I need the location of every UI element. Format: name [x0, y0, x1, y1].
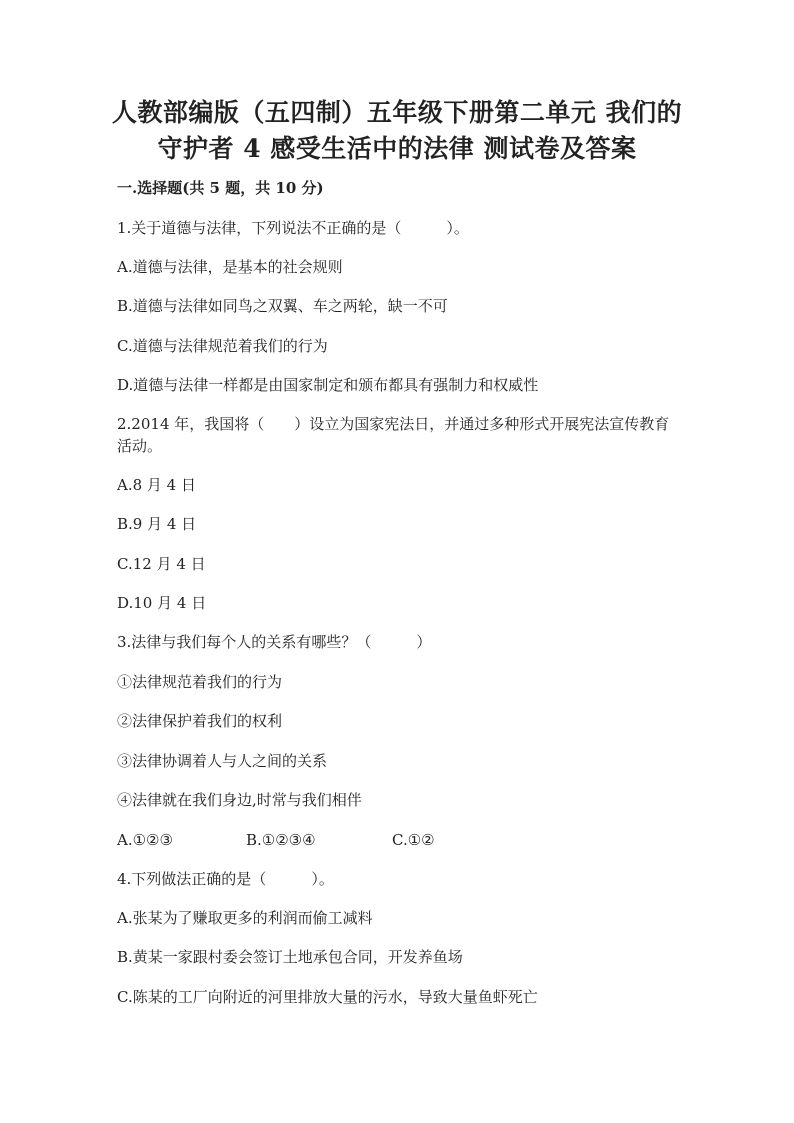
question-1-option-a: A.道德与法律，是基本的社会规则	[117, 258, 343, 276]
question-2-option-b: B.9 月 4 日	[117, 515, 197, 533]
question-1-option-c: C.道德与法律规范着我们的行为	[117, 337, 328, 355]
question-2-stem: 2.2014 年，我国将（ ）设立为国家宪法日，并通过多种形式开展宪法宣传教育活动。	[117, 415, 670, 455]
question-4-option-c: C.陈某的工厂向附近的河里排放大量的污水，导致大量鱼虾死亡	[117, 988, 538, 1006]
question-1-option-d: D.道德与法律一样都是由国家制定和颁布都具有强制力和权威性	[117, 376, 539, 394]
question-3-statement-2: ②法律保护着我们的权利	[117, 712, 283, 730]
question-4-option-a: A.张某为了赚取更多的利润而偷工减料	[117, 909, 373, 927]
section-heading: 一.选择题(共 5 题，共 10 分)	[117, 179, 324, 197]
question-2-option-c: C.12 月 4 日	[117, 555, 206, 573]
question-3-option-c: C.①②	[392, 831, 435, 849]
question-3-option-a: A.①②③	[117, 831, 173, 849]
question-3-stem: 3.法律与我们每个人的关系有哪些？（ ）	[117, 633, 432, 651]
question-2-option-d: D.10 月 4 日	[117, 594, 207, 612]
question-2-option-a: A.8 月 4 日	[117, 476, 196, 494]
question-3-statement-4: ④法律就在我们身边,时常与我们相伴	[117, 791, 362, 809]
question-3-statement-1: ①法律规范着我们的行为	[117, 673, 283, 691]
question-4-option-b: B.黄某一家跟村委会签订土地承包合同，开发养鱼场	[117, 948, 463, 966]
page-title-line-1: 人教部编版（五四制）五年级下册第二单元 我们的	[111, 98, 683, 127]
question-3-statement-3: ③法律协调着人与人之间的关系	[117, 752, 328, 770]
question-3-option-b: B.①②③④	[246, 831, 316, 849]
question-4-stem: 4.下列做法正确的是（ ）。	[117, 870, 334, 888]
question-1-stem: 1.关于道德与法律，下列说法不正确的是（ ）。	[117, 219, 469, 237]
page-title-line-2: 守护者 4 感受生活中的法律 测试卷及答案	[157, 134, 637, 163]
question-1-option-b: B.道德与法律如同鸟之双翼、车之两轮，缺一不可	[117, 297, 448, 315]
